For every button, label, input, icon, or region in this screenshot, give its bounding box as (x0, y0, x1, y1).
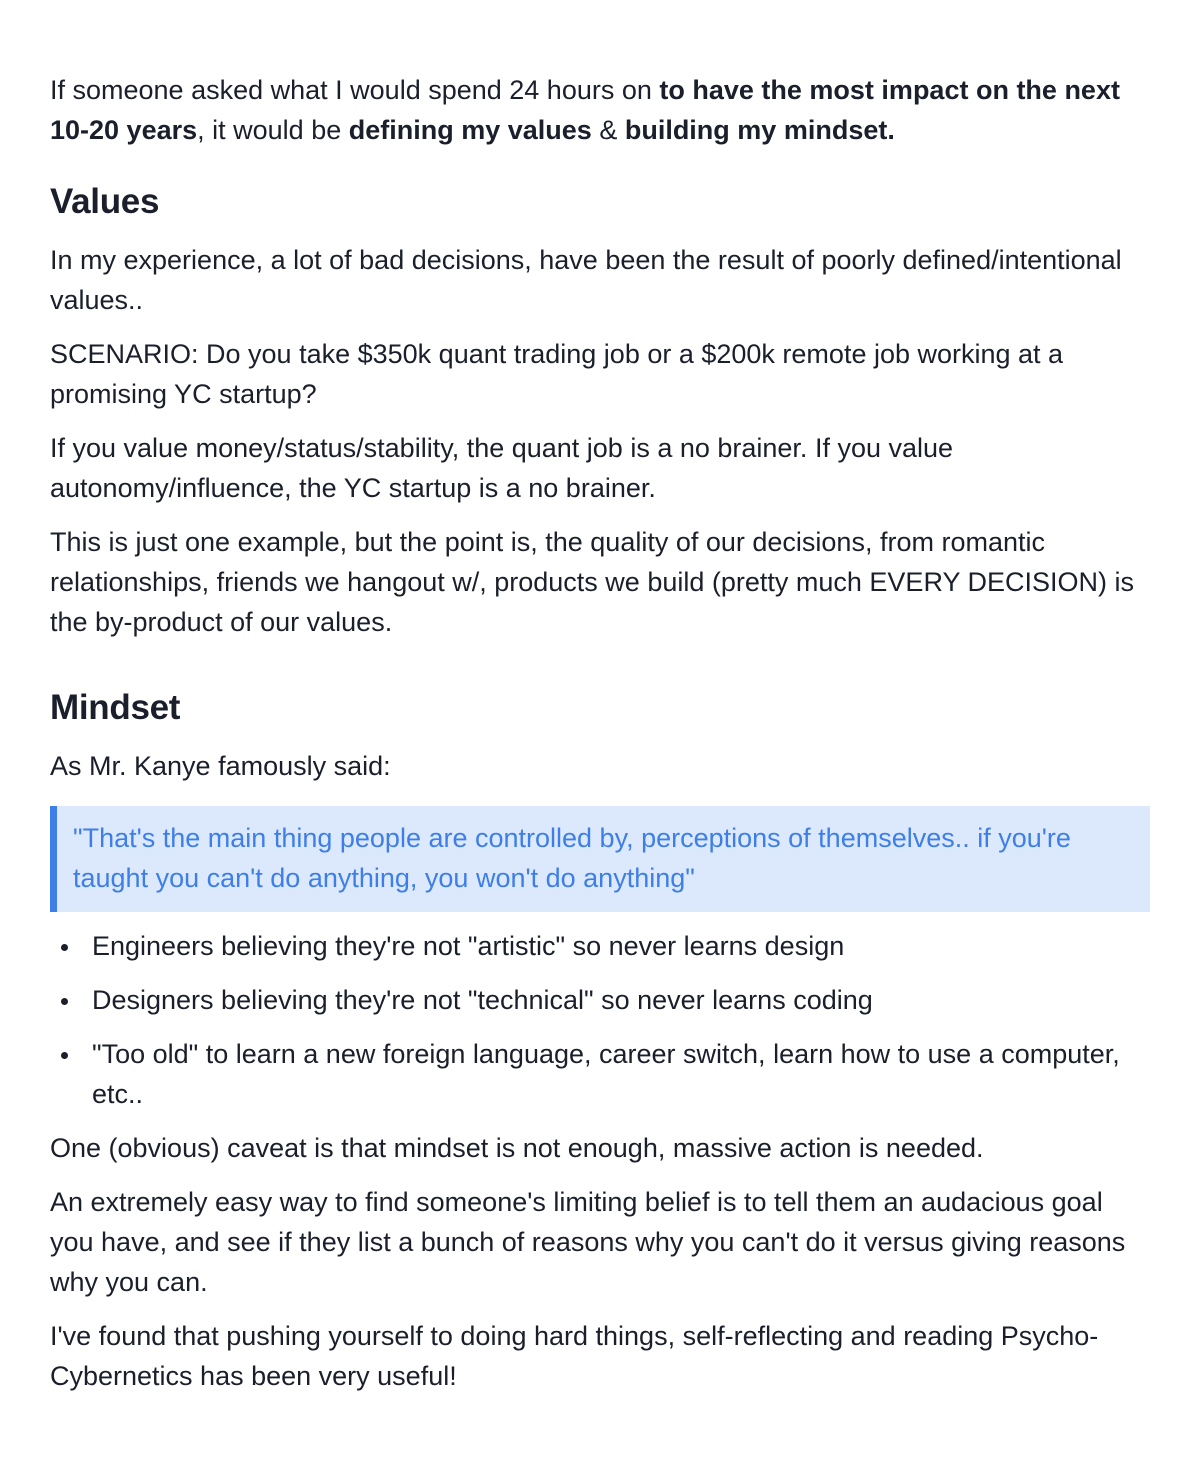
values-paragraph-1: In my experience, a lot of bad decisions, have been the result of poorly defined/intentional values.. (50, 245, 1122, 315)
mindset-paragraph-1: One (obvious) caveat is that mindset is not enough, massive action is needed. (50, 1133, 984, 1163)
kanye-blockquote: "That's the main thing people are controlled by, perceptions of themselves.. if you're taught you can't do anything, you won't do anything" (50, 806, 1150, 912)
intro-text-2: , it would be (197, 115, 349, 145)
list-item: "Too old" to learn a new foreign language, career switch, learn how to use a computer, etc.. (50, 1034, 1150, 1114)
values-paragraph-2: SCENARIO: Do you take $350k quant trading job or a $200k remote job working at a promising YC startup? (50, 339, 1064, 409)
mindset-paragraph-2: An extremely easy way to find someone's limiting belief is to tell them an audacious goal you have, and see if they list a bunch of reasons why you can't do it versus giving reasons why you can. (50, 1187, 1126, 1297)
mindset-paragraph-3: I've found that pushing yourself to doing hard things, self-reflecting and reading Psycho-Cybernetics has been very useful! (50, 1321, 1099, 1391)
values-heading: Values (50, 182, 160, 221)
intro-bold-1: to have the most impact on the next 10-20 years (50, 75, 1120, 145)
mindset-heading: Mindset (50, 688, 181, 727)
limiting-beliefs-list (50, 926, 1150, 1114)
intro-paragraph (50, 70, 1150, 150)
intro-text-1: If someone asked what I would spend 24 hours on (50, 75, 660, 105)
list-item: Engineers believing they're not "artistic" so never learns design (50, 926, 1150, 966)
intro-bold-2: defining my values (348, 115, 592, 145)
intro-bold-3: building my mindset. (624, 115, 895, 145)
values-paragraph-3: If you value money/status/stability, the quant job is a no brainer. If you value autonomy/influence, the YC startup is a no brainer. (50, 433, 954, 503)
intro-text-3: & (591, 115, 625, 145)
mindset-lead: As Mr. Kanye famously said: (50, 751, 391, 781)
values-paragraph-4: This is just one example, but the point is, the quality of our decisions, from romantic relationships, friends we hangout w/, products we build (pretty much EVERY DECISION) is the by-product of our values. (50, 527, 1134, 637)
list-item: Designers believing they're not "technical" so never learns coding (50, 980, 1150, 1020)
